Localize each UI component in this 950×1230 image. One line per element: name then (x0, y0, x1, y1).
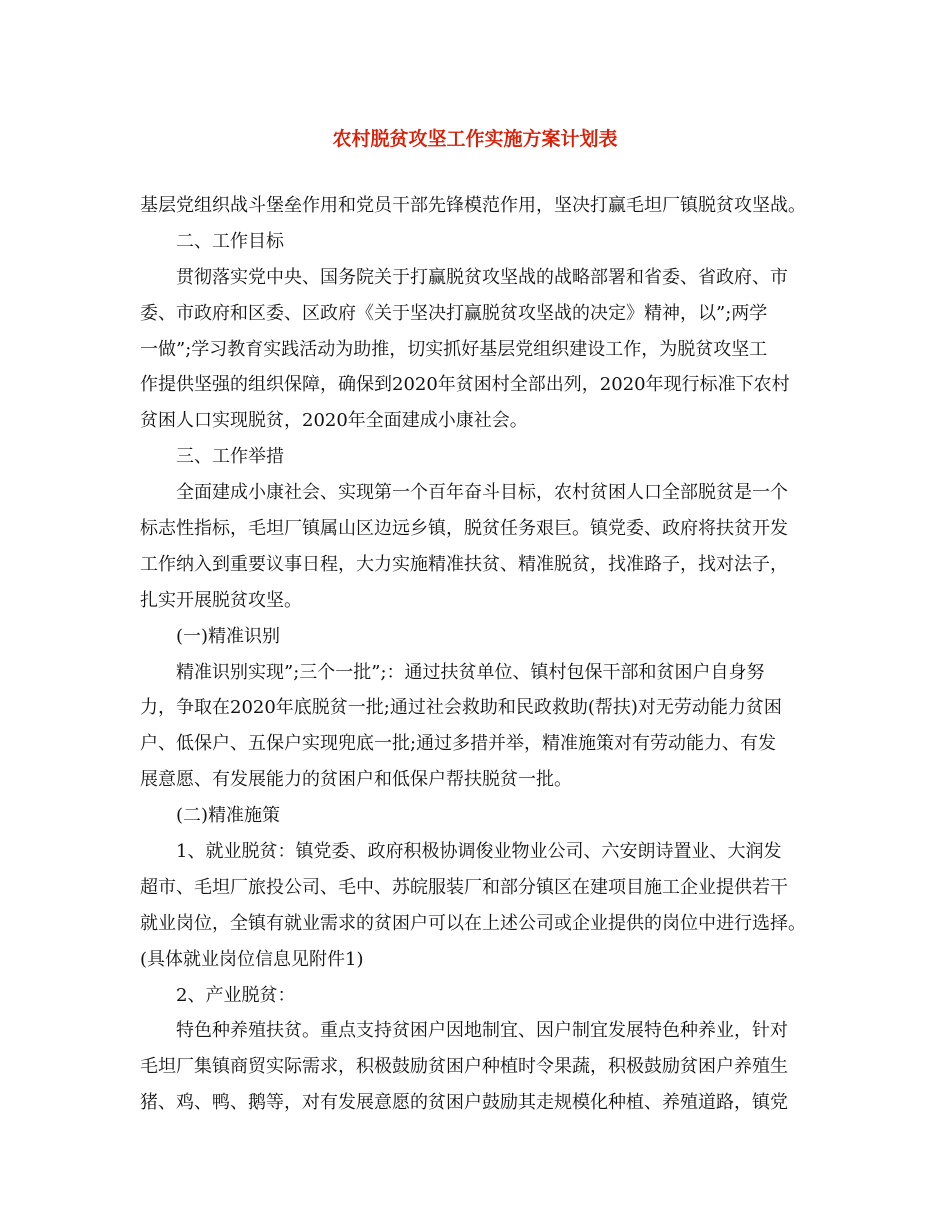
body-line: 精准识别实现”;三个一批”;：通过扶贫单位、镇村包保干部和贫困户自身努 (176, 661, 765, 683)
document-title: 农村脱贫攻坚工作实施方案计划表 (332, 128, 618, 150)
body-line: 毛坦厂集镇商贸实际需求，积极鼓励贫困户种植时令果蔬，积极鼓励贫困户养殖生 (140, 1056, 788, 1078)
body-line: 特色种养殖扶贫。重点支持贫困户因地制宜、因户制宜发展特色种养业，针对 (176, 1020, 788, 1042)
body-line: 三、工作举措 (176, 446, 284, 468)
body-line: 标志性指标，毛坦厂镇属山区边远乡镇，脱贫任务艰巨。镇党委、政府将扶贫开发 (140, 518, 788, 540)
body-line: 贯彻落实党中央、国务院关于打赢脱贫攻坚战的战略部署和省委、省政府、市 (176, 266, 788, 288)
body-line: 展意愿、有发展能力的贫困户和低保户帮扶脱贫一批。 (140, 769, 572, 791)
body-line: (二)精准施策 (176, 805, 281, 827)
body-line: (具体就业岗位信息见附件1) (140, 948, 364, 970)
body-line: 超市、毛坦厂旅投公司、毛中、苏皖服装厂和部分镇区在建项目施工企业提供若干 (140, 876, 788, 898)
body-line: 扎实开展脱贫攻坚。 (140, 589, 302, 611)
body-line: 一做”;学习教育实践活动为助推，切实抓好基层党组织建设工作，为脱贫攻坚工 (140, 338, 768, 360)
body-line: 户、低保户、五保户实现兜底一批;通过多措并举，精准施策对有劳动能力、有发 (140, 733, 777, 755)
body-line: 二、工作目标 (176, 230, 284, 252)
body-line: 力，争取在2020年底脱贫一批;通过社会救助和民政救助(帮扶)对无劳动能力贫困 (140, 697, 782, 719)
body-line: 1、就业脱贫：镇党委、政府积极协调俊业物业公司、六安朗诗置业、大润发 (176, 841, 782, 863)
body-line: 贫困人口实现脱贫，2020年全面建成小康社会。 (140, 410, 528, 432)
body-line: 作提供坚强的组织保障，确保到2020年贫困村全部出列，2020年现行标准下农村 (140, 374, 790, 396)
body-line: 猪、鸡、鸭、鹅等，对有发展意愿的贫困户鼓励其走规模化种植、养殖道路，镇党 (140, 1092, 788, 1114)
document-body (140, 188, 840, 1121)
body-line: (一)精准识别 (176, 625, 281, 647)
body-line: 就业岗位，全镇有就业需求的贫困户可以在上述公司或企业提供的岗位中进行选择。 (140, 912, 806, 934)
body-line: 工作纳入到重要议事日程，大力实施精准扶贫、精准脱贫，找准路子，找对法子， (140, 553, 788, 575)
body-line: 基层党组织战斗堡垒作用和党员干部先锋模范作用，坚决打赢毛坦厂镇脱贫攻坚战。 (140, 195, 806, 216)
body-line: 委、市政府和区委、区政府《关于坚决打赢脱贫攻坚战的决定》精神，以”;两学 (140, 302, 768, 324)
body-line: 全面建成小康社会、实现第一个百年奋斗目标，农村贫困人口全部脱贫是一个 (176, 482, 788, 504)
body-line: 2、产业脱贫： (176, 984, 296, 1006)
